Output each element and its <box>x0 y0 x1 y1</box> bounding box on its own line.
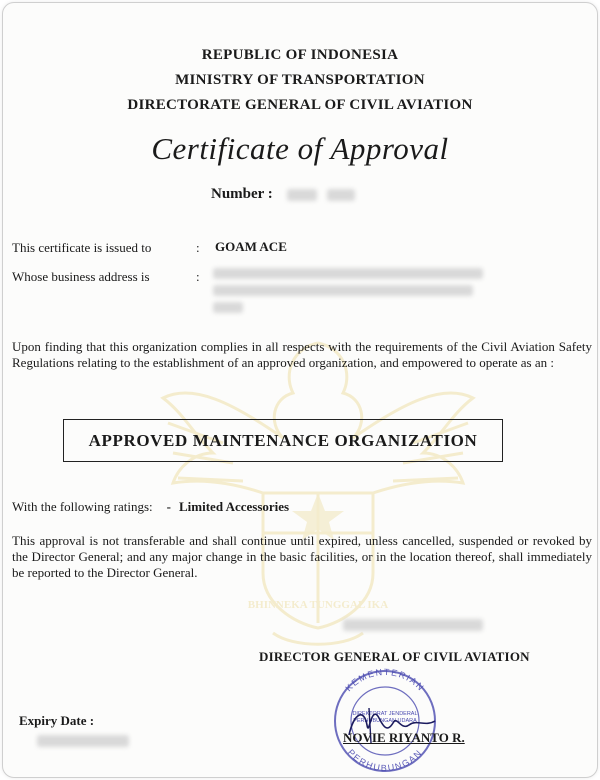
number-redacted <box>287 189 317 201</box>
ratings-dash: - <box>166 499 171 514</box>
number-redacted <box>327 189 355 201</box>
stamp-bottom-text: PERHUBUNGAN <box>345 747 425 773</box>
date-redacted <box>343 619 483 631</box>
organization-type-box <box>63 419 503 462</box>
issued-to-colon: : <box>196 240 200 255</box>
approval-paragraph: This approval is not transferable and shall continue until expired, unless cancelled, suspended or revoked by the Director General; and any major change in the basic facilities, or in the location thereof, shall immediately be reported to the Director General. <box>12 533 592 580</box>
ratings-row <box>12 499 289 515</box>
issued-to-label: This certificate is issued to <box>12 240 152 255</box>
certificate-number-row <box>211 186 355 203</box>
address-redacted <box>213 268 483 313</box>
expiry-date-redacted <box>37 735 129 747</box>
stamp-center-line2: PERHUBUNGAN UDARA <box>353 718 417 724</box>
issued-to-value: GOAM ACE <box>215 239 287 254</box>
certificate-title: Certificate of Approval <box>151 131 449 166</box>
address-label: Whose business address is <box>12 269 150 284</box>
svg-text:PERHUBUNGAN <box>346 747 425 773</box>
finding-paragraph: Upon finding that this organization complies in all respects with the requirements of the Civil Aviation Safety Regulations relating to the establishment of an approved organization, and empowered to operate as an : <box>12 339 592 370</box>
header-ministry: MINISTRY OF TRANSPORTATION <box>175 72 425 88</box>
certificate-page <box>2 2 598 778</box>
watermark-motto: BHINNEKA TUNGGAL IKA <box>247 599 389 611</box>
header-country: REPUBLIC OF INDONESIA <box>201 47 399 63</box>
svg-text:KEMENTERIAN <box>343 667 426 693</box>
organization-type: APPROVED MAINTENANCE ORGANIZATION <box>88 430 478 450</box>
stamp-center-line1: DIREKTORAT JENDERAL <box>352 711 418 717</box>
official-stamp-icon <box>309 663 461 773</box>
address-colon: : <box>196 269 200 284</box>
ratings-label: With the following ratings: <box>12 499 153 514</box>
signatory-name: NOVIE RIYANTO R. <box>343 730 465 745</box>
ratings-value: Limited Accessories <box>179 499 290 514</box>
number-label: Number : <box>211 186 273 202</box>
header-directorate: DIRECTORATE GENERAL OF CIVIL AVIATION <box>127 97 473 113</box>
stamp-top-text: KEMENTERIAN <box>343 666 427 694</box>
signatory-title: DIRECTOR GENERAL OF CIVIL AVIATION <box>259 649 530 664</box>
expiry-date-label: Expiry Date : <box>19 713 95 728</box>
